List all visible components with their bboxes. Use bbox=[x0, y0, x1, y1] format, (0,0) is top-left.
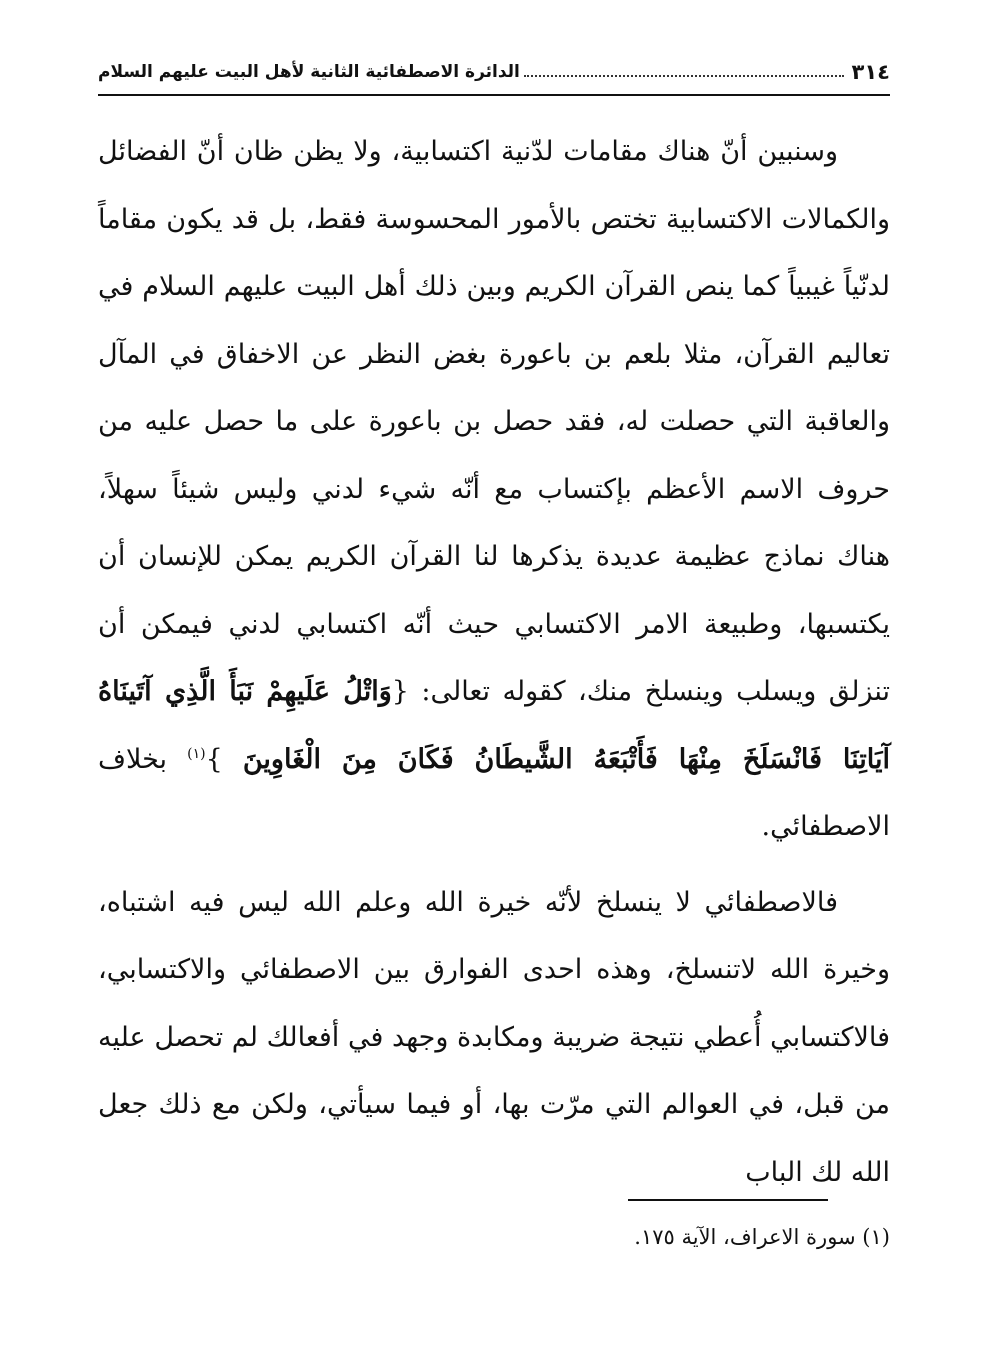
running-header bbox=[98, 50, 890, 94]
footnote-rule bbox=[628, 1199, 828, 1201]
dotted-leader bbox=[524, 75, 844, 77]
paragraph-1-text: وسنبين أنّ هناك مقامات لدّنية اكتسابية، ولا يظن ظان أنّ الفضائل والكمالات الاكتسابية تختص بالأمور المحسوسة فقط، بل قد يكون مقاماً لدنّياً غيبياً كما ينص القرآن الكريم وبين ذلك أهل البيت عليهم السلام في تعاليم القرآن، مثلا بلعم بن باعورة بغض النظر عن الاخفاق في المآل والعاقبة التي حصلت له، فقد حصل بن باعورة على ما حصل عليه من حروف الاسم الأعظم بإكتساب مع أنّه شيء لدني وليس شيئاً سهلاً، هناك نماذج عظيمة عديدة يذكرها لنا القرآن الكريم يمكن للإنسان أن يكتسبها، وطبيعة الامر الاكتسابي حيث أنّه اكتسابي لدني فيمكن أن تنزلق ويسلب وينسلخ منك، كقوله تعالى: bbox=[98, 136, 890, 707]
verse-close-brace: } bbox=[205, 743, 223, 775]
body-text bbox=[98, 118, 890, 1206]
paragraph-1-ending: بخلاف الاصطفائي. bbox=[98, 743, 890, 842]
footnote: (١) سورة الاعراف، الآية ١٧٥. bbox=[634, 1225, 890, 1249]
header-rule bbox=[98, 94, 890, 96]
paragraph-2: فالاصطفائي لا ينسلخ لأنّه خيرة الله وعلم الله ليس فيه اشتباه، وخيرة الله لاتنسلخ، وهذه احدى الفوارق بين الاصطفائي والاكتسابي، فالاكتسابي أُعطي نتيجة ضريبة ومكابدة وجهد في أفعالك لم تحصل عليه من قبل، في العوالم التي مرّت بها، أو فيما سيأتي، ولكن مع ذلك جعل الله لك الباب bbox=[98, 886, 890, 1188]
verse-open-brace: { bbox=[391, 676, 409, 707]
quran-verse: وَاتْلُ عَلَيهِمْ نَبَأَ الَّذِي آتَينَاهُ آيَاتِنَا فَانْسَلَخَ مِنْهَا فَأَتْبَعَهُ الشَّيطَانُ فَكَانَ مِنَ الْغَاوِينَ bbox=[98, 676, 890, 775]
page-number: ٣١٤ bbox=[851, 60, 890, 84]
section-title: الدائرة الاصطفائية الثانية لأهل البيت عليهم السلام bbox=[98, 62, 520, 82]
paragraph-1 bbox=[98, 118, 890, 861]
footnote-reference[interactable]: (١) bbox=[187, 745, 206, 762]
